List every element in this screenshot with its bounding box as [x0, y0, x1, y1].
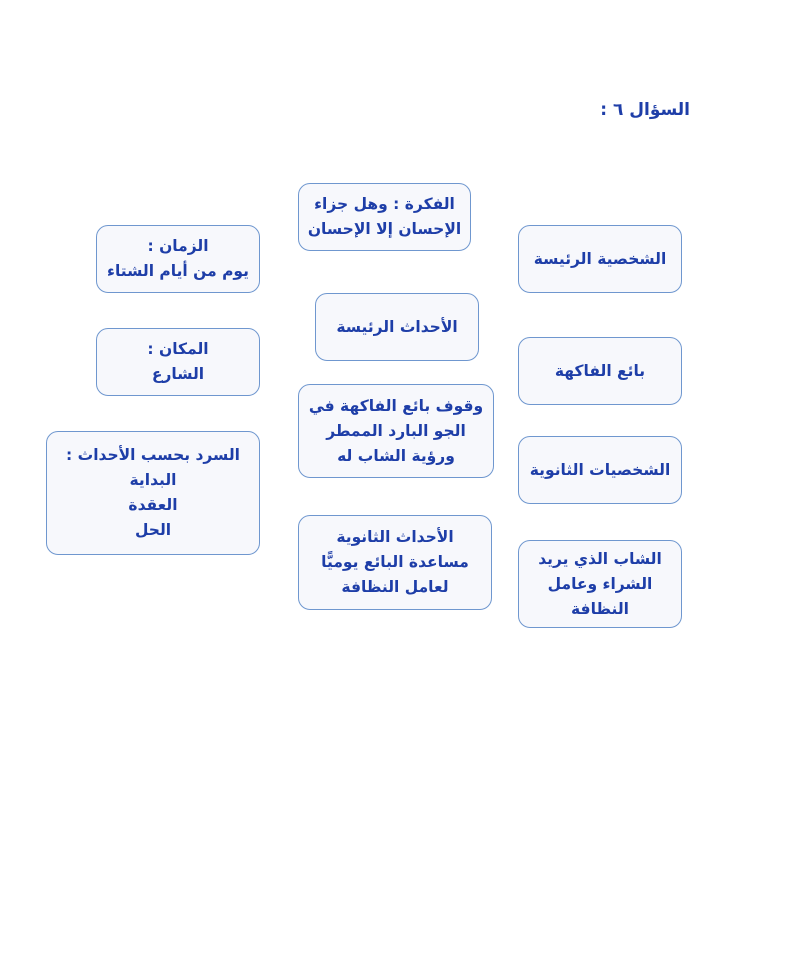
secondary-characters-line-1: الشاب الذي يريد [538, 549, 662, 568]
main-events-label-box [315, 293, 479, 361]
time-line-1: الزمان : [147, 237, 209, 255]
secondary-characters-label-box [518, 436, 682, 504]
secondary-events-line-2: مساعدة البائع يوميًّا [321, 553, 469, 571]
idea-box [298, 183, 471, 251]
narration-line-2: البداية [129, 471, 177, 489]
main-events-line-1: وقوف بائع الفاكهة في [308, 396, 484, 415]
main-events-value-box [298, 384, 494, 478]
narration-line-4: الحل [134, 521, 172, 539]
secondary-events-line-3: لعامل النظافة [341, 578, 449, 596]
question-heading: السؤال ٦ : [600, 100, 690, 120]
secondary-events-box [298, 515, 492, 610]
secondary-characters-line-2: الشراء وعامل [547, 574, 653, 593]
main-events-line-2: الجو البارد الممطر [326, 421, 466, 440]
narration-line-3: العقدة [128, 496, 178, 514]
secondary-characters-line-3: النظافة [571, 599, 629, 618]
main-character-value-text: بائع الفاكهة [554, 361, 646, 380]
secondary-events-line-1: الأحداث الثانوية [336, 528, 454, 546]
idea-line-2: الإحسان إلا الإحسان [307, 220, 462, 238]
time-line-2: يوم من أيام الشتاء [107, 262, 249, 280]
secondary-characters-label-text: الشخصيات الثانوية [529, 460, 671, 479]
narration-line-1: السرد بحسب الأحداث : [66, 446, 240, 464]
main-character-label-text: الشخصية الرئيسة [533, 249, 667, 268]
main-events-line-3: ورؤية الشاب له [337, 446, 455, 465]
main-events-label-text: الأحداث الرئيسة [336, 317, 458, 336]
secondary-characters-value-box [518, 540, 682, 628]
place-line-1: المكان : [147, 340, 209, 358]
place-line-2: الشارع [151, 365, 205, 383]
main-character-value-box [518, 337, 682, 405]
main-character-label-box [518, 225, 682, 293]
narration-box [46, 431, 260, 555]
place-box [96, 328, 260, 396]
idea-line-1: الفكرة : وهل جزاء [314, 195, 455, 213]
time-box [96, 225, 260, 293]
